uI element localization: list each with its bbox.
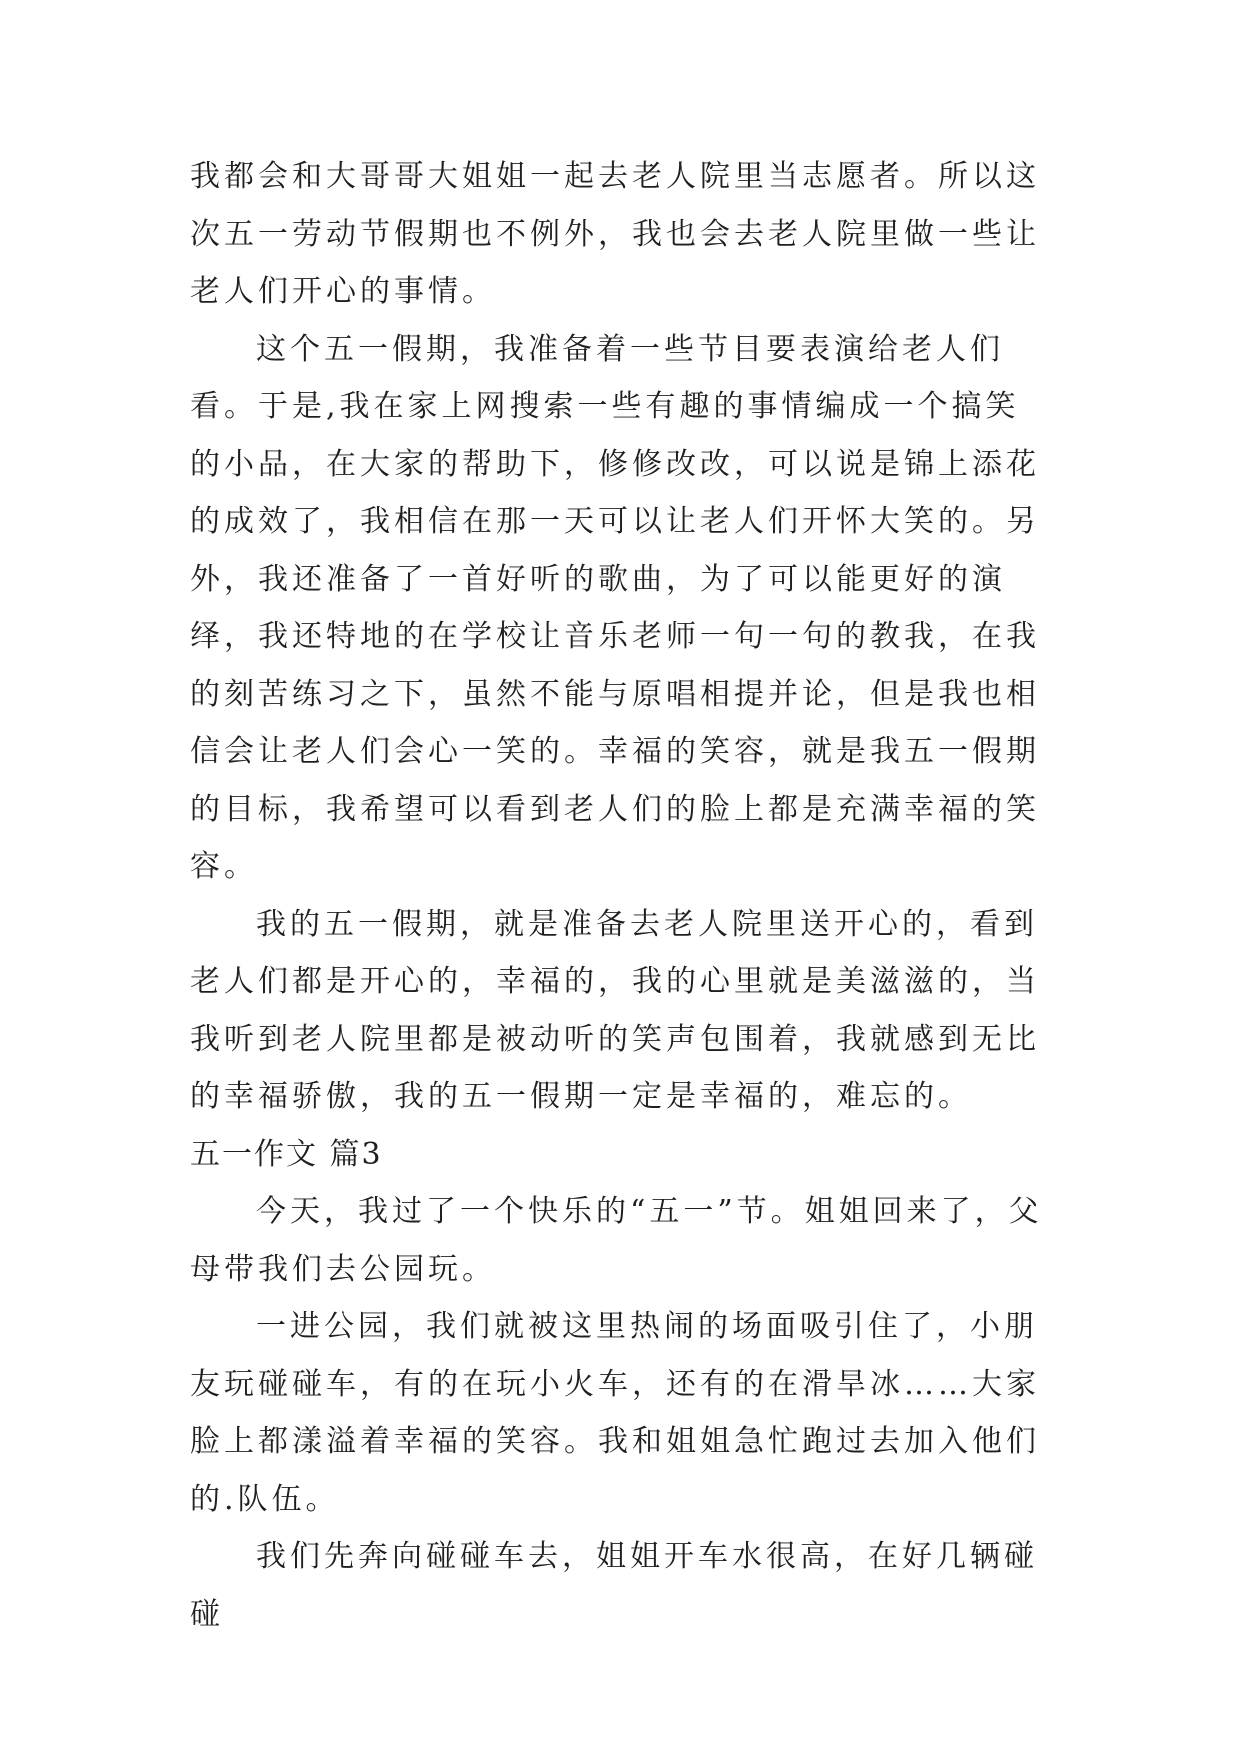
paragraph-4: 今天，我过了一个快乐的“五一”节。姐姐回来了，父母带我们去公园玩。	[190, 1194, 1043, 1287]
paragraph-2: 这个五一假期，我准备着一些节目要表演给老人们看。于是,我在家上网搜索一些有趣的事情编成一个搞笑的小品，在大家的帮助下，修修改改，可以说是锦上添花的成效了，我相信在那一天可以让老人们开怀大笑的。另外，我还准备了一首好听的歌曲，为了可以能更好的演绎，我还特地的在学校让音乐老师一句一句的教我，在我的刻苦练习之下，虽然不能与原唱相提并论，但是我也相信会让老人们会心一笑的。幸福的笑容，就是我五一假期的目标，我希望可以看到老人们的脸上都是充满幸福的笑容。	[190, 331, 1040, 884]
document-body	[190, 148, 1050, 1643]
paragraph-3: 我的五一假期，就是准备去老人院里送开心的，看到老人们都是开心的，幸福的，我的心里就是美滋滋的，当我听到老人院里都是被动听的笑声包围着，我就感到无比的幸福骄傲，我的五一假期一定是幸福的，难忘的。	[190, 906, 1040, 1114]
paragraph-5: 一进公园，我们就被这里热闹的场面吸引住了，小朋友玩碰碰车，有的在玩小火车，还有的在滑旱冰……大家脸上都漾溢着幸福的笑容。我和姐姐急忙跑过去加入他们的.队伍。	[190, 1309, 1040, 1517]
section-heading: 五一作文 篇3	[190, 1136, 383, 1172]
paragraph-6: 我们先奔向碰碰车去，姐姐开车水很高，在好几辆碰碰	[190, 1539, 1038, 1632]
paragraph-1: 我都会和大哥哥大姐姐一起去老人院里当志愿者。所以这次五一劳动节假期也不例外，我也会去老人院里做一些让老人们开心的事情。	[190, 159, 1040, 309]
